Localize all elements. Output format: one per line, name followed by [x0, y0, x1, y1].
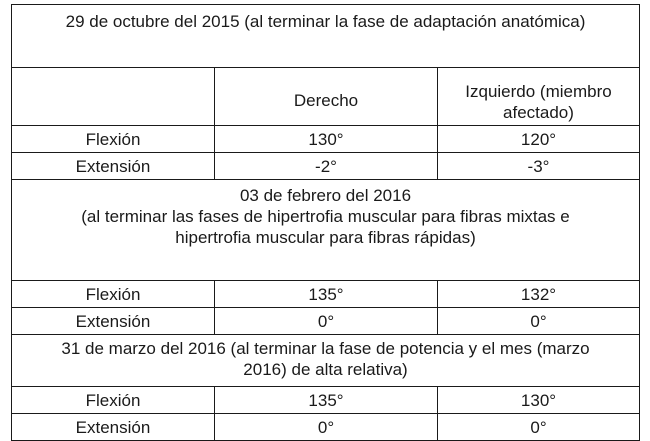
section-title-line: 31 de marzo del 2016 (al terminar la fase de potencia y el mes (marzo	[61, 339, 590, 358]
left-value: 130°	[438, 387, 640, 414]
left-value: 0°	[438, 414, 640, 441]
left-value: 120°	[438, 126, 640, 153]
row-label: Flexión	[12, 281, 215, 308]
section-title-row	[12, 180, 640, 281]
section-title: 29 de octubre del 2015 (al terminar la fase de adaptación anatómica)	[65, 12, 586, 31]
header-right-limb: Derecho	[215, 68, 438, 126]
section-title-line: 2016) de alta relativa)	[243, 360, 408, 379]
row-label: Extensión	[12, 153, 215, 180]
row-label: Extensión	[12, 308, 215, 335]
column-header-row	[12, 68, 640, 126]
section-title-cell	[12, 180, 640, 281]
section-title-line: (al terminar las fases de hipertrofia muscular para fibras mixtas e	[81, 207, 570, 226]
right-value: 0°	[215, 308, 438, 335]
row-label: Extensión	[12, 414, 215, 441]
header-empty-cell	[12, 68, 215, 126]
section-title-cell	[12, 335, 640, 387]
left-value: 132°	[438, 281, 640, 308]
table-row	[12, 153, 640, 180]
section-title-cell	[12, 5, 640, 68]
range-of-motion-table	[11, 4, 640, 441]
left-value: -3°	[438, 153, 640, 180]
right-value: 0°	[215, 414, 438, 441]
header-left-limb: Izquierdo (miembro afectado)	[438, 68, 640, 126]
right-value: 130°	[215, 126, 438, 153]
table-row	[12, 387, 640, 414]
left-value: 0°	[438, 308, 640, 335]
section-title-row	[12, 335, 640, 387]
section-title-line: 03 de febrero del 2016	[239, 186, 412, 205]
section-title-row	[12, 5, 640, 68]
section-title-line: hipertrofia muscular para fibras rápidas)	[175, 228, 476, 247]
table-row	[12, 308, 640, 335]
table-row	[12, 414, 640, 441]
row-label: Flexión	[12, 387, 215, 414]
table-row	[12, 281, 640, 308]
right-value: 135°	[215, 387, 438, 414]
row-label: Flexión	[12, 126, 215, 153]
table-row	[12, 126, 640, 153]
right-value: 135°	[215, 281, 438, 308]
right-value: -2°	[215, 153, 438, 180]
